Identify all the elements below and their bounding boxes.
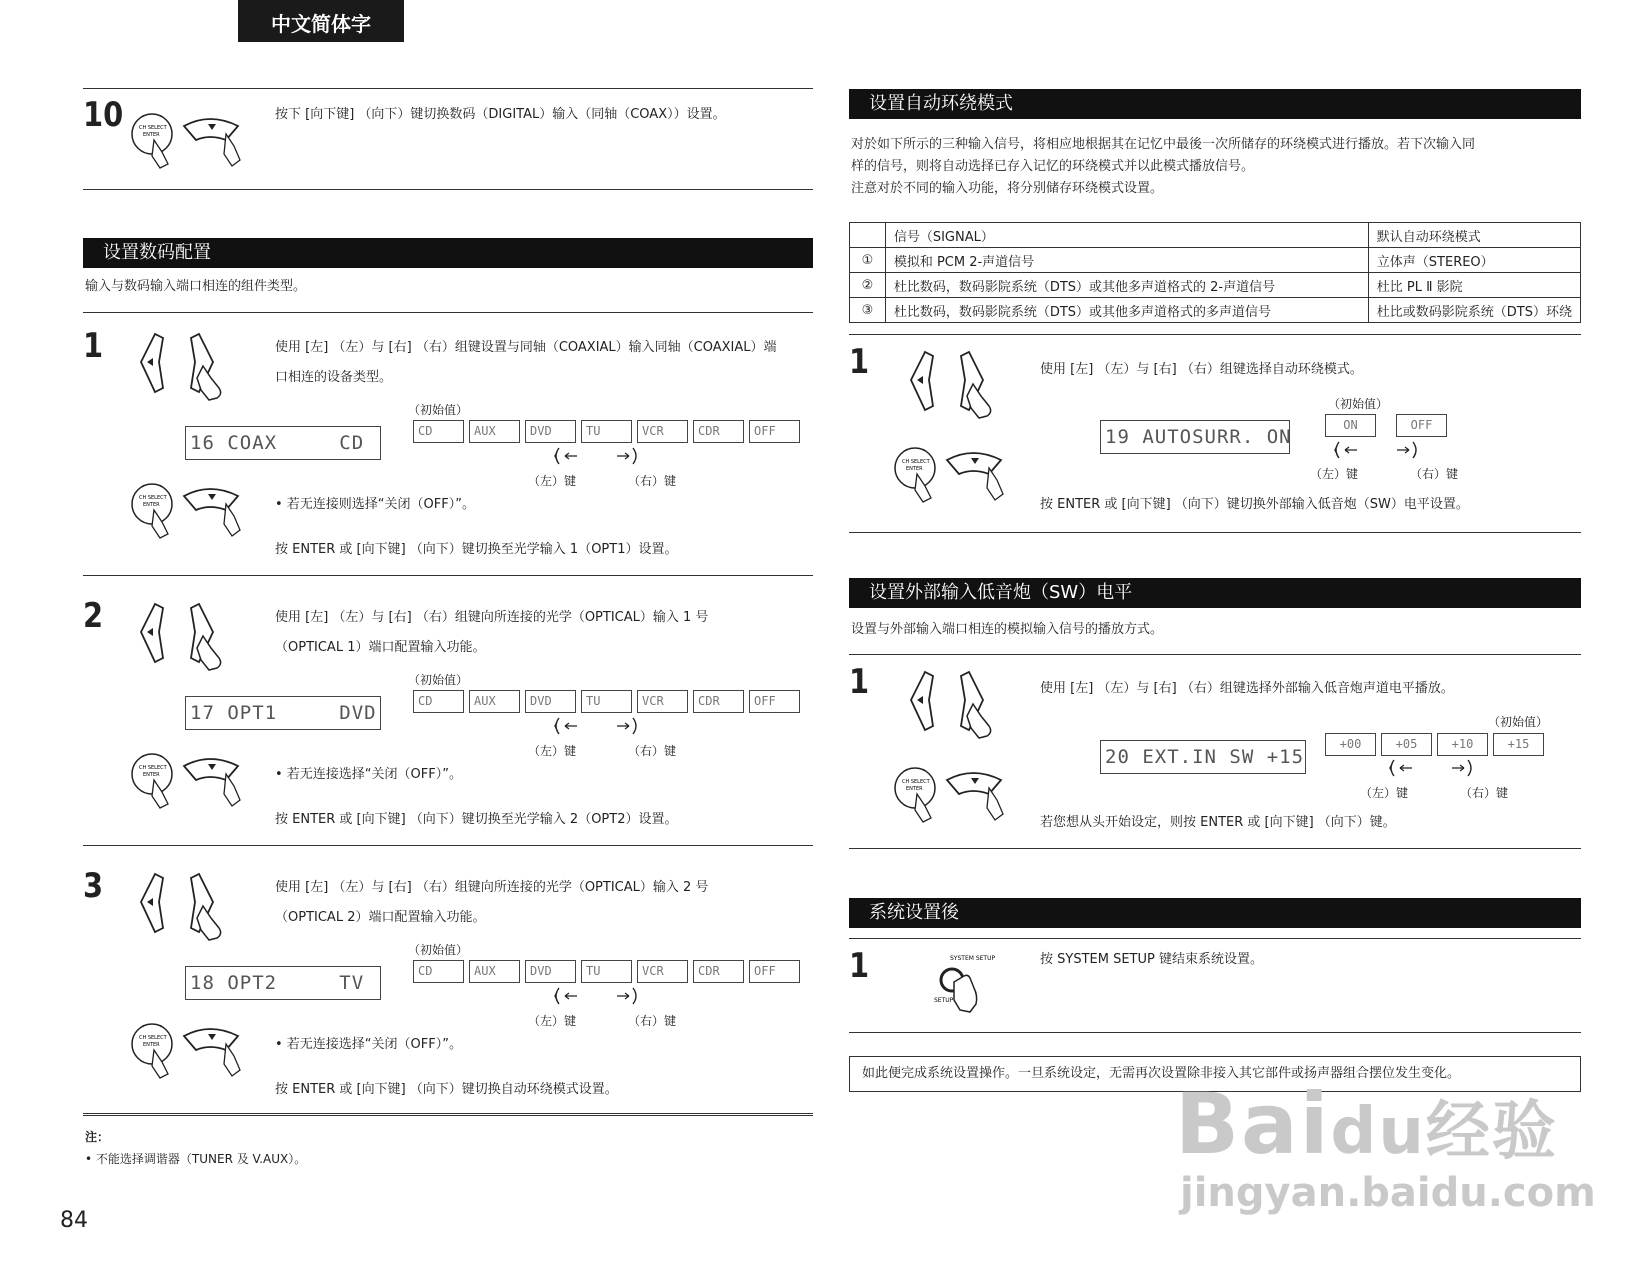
section-title-sw-level: 设置外部输入低音炮（SW）电平	[849, 578, 1581, 608]
down-button-icon	[947, 453, 1001, 474]
watermark-brand2: du	[1330, 1095, 1426, 1169]
step-number: 10	[83, 95, 124, 135]
divider	[849, 938, 1581, 939]
right-arrow-icon	[617, 723, 629, 729]
enter-and-down-icons	[893, 762, 1023, 826]
option-box: DVD	[525, 420, 576, 443]
enter-label-bottom: ENTER	[143, 502, 160, 508]
table-cell: 信号（SIGNAL）	[885, 223, 1368, 248]
enter-label-bottom: ENTER	[143, 772, 160, 778]
key-arrows	[553, 716, 663, 742]
left-arrow-icon	[1345, 447, 1357, 453]
right-arrow-icon	[617, 993, 629, 999]
left-right-icons	[135, 872, 235, 946]
down-button-icon	[184, 119, 238, 140]
option-box: AUX	[469, 690, 520, 713]
note-title: 注：	[85, 1130, 110, 1144]
right-key-icon	[633, 988, 636, 1004]
table-cell	[850, 223, 886, 248]
table-cell: ②	[850, 273, 886, 298]
lcd-display: 16 COAX CD	[185, 426, 381, 460]
section-title-auto-surround: 设置自动环绕模式	[849, 89, 1581, 119]
signal-table	[849, 222, 1581, 323]
step-number: 1	[849, 662, 870, 702]
step-line1: 使用 [左] （左）与 [右] （右）组键向所连接的光学（OPTICAL）输入 2 号	[275, 880, 709, 895]
system-setup-button-icon	[930, 952, 1000, 1024]
step-line1: 使用 [左] （左）与 [右] （右）组键设置与同轴（COAXIAL）输入同轴（COAXIAL）端	[275, 340, 777, 355]
table-cell: 模拟和 PCM 2-声道信号	[885, 248, 1368, 273]
step-line2: （OPTICAL 1）端口配置输入功能。	[275, 640, 486, 655]
divider	[83, 189, 813, 190]
finger-shape	[954, 975, 977, 1012]
hand-icon	[987, 788, 1003, 820]
final-note-box: 如此便完成系统设置操作。一旦系统设定，无需再次设置除非接入其它部件或扬声器组合摆位发生变化。	[849, 1056, 1581, 1092]
table-row	[850, 298, 1581, 323]
left-key-label: （左）键	[528, 474, 577, 488]
divider	[849, 1032, 1581, 1033]
option-box: TU	[581, 690, 632, 713]
watermark-url: jingyan.baidu.com	[1180, 1170, 1596, 1216]
hand-icon	[224, 774, 240, 806]
option-box: CDR	[693, 960, 744, 983]
enter-label-bottom: ENTER	[143, 1042, 160, 1048]
step-enter-text: 按 ENTER 或 [向下键] （向下）键切换至光学输入 2（OPT2）设置。	[275, 812, 678, 827]
lcd-display: 20 EXT.IN SW +15	[1100, 740, 1306, 774]
table-cell: 杜比或数码影院系统（DTS）环绕	[1368, 298, 1580, 323]
option-box: VCR	[637, 960, 688, 983]
enter-label-top: CH SELECT	[902, 779, 930, 785]
option-box: TU	[581, 420, 632, 443]
option-box: AUX	[469, 960, 520, 983]
step-enter-text: 按 ENTER 或 [向下键] （向下）键切换自动环绕模式设置。	[275, 1082, 618, 1097]
table-cell: 杜比 PL Ⅱ 影院	[1368, 273, 1580, 298]
table-row	[850, 248, 1581, 273]
desc-line: 注意对於不同的输入功能，将分别储存环绕模式设置。	[851, 181, 1164, 196]
left-key-icon	[1390, 760, 1394, 776]
step-number: 1	[849, 946, 870, 986]
table-cell: ①	[850, 248, 886, 273]
enter-label-top: CH SELECT	[139, 765, 167, 771]
option-box: +10	[1437, 733, 1488, 756]
left-arrow-icon	[565, 993, 577, 999]
right-key-icon	[1413, 442, 1416, 458]
divider	[849, 334, 1581, 335]
sw-desc: 设置与外部输入端口相连的模拟输入信号的播放方式。	[851, 622, 1164, 637]
enter-label-bottom: ENTER	[143, 132, 160, 138]
option-box: VCR	[637, 420, 688, 443]
section-title-digital: 设置数码配置	[83, 238, 813, 268]
sw-step-enter-text: 若您想从头开始设定，则按 ENTER 或 [向下键] （向下）键。	[1040, 815, 1396, 830]
down-button-icon	[184, 759, 238, 780]
initial-label: （初始值）	[408, 673, 469, 687]
step-line2: 口相连的设备类型。	[275, 370, 393, 385]
table-cell: 杜比数码，数码影院系统（DTS）或其他多声道格式的多声道信号	[885, 298, 1368, 323]
option-boxes	[1325, 733, 1544, 756]
hand-icon	[224, 1044, 240, 1076]
right-key-label: （右）键	[628, 474, 677, 488]
right-key-icon	[1468, 760, 1471, 776]
step-bullet: • 若无连接则选择“关闭（OFF）”。	[275, 497, 475, 512]
auto-step-enter-text: 按 ENTER 或 [向下键] （向下）键切换外部输入低音炮（SW）电平设置。	[1040, 497, 1469, 512]
left-key-label: （左）键	[1310, 467, 1359, 481]
right-key-label: （右）键	[1460, 786, 1509, 800]
option-box: AUX	[469, 420, 520, 443]
right-arrow-icon	[1452, 765, 1464, 771]
left-key-icon	[1335, 442, 1339, 458]
left-key-icon	[555, 718, 559, 734]
right-key-label: （右）键	[628, 744, 677, 758]
divider	[849, 848, 1581, 849]
step-enter-text: 按 ENTER 或 [向下键] （向下）键切换至光学输入 1（OPT1）设置。	[275, 542, 678, 557]
enter-and-down-icons	[130, 1018, 260, 1082]
hand-icon	[987, 468, 1003, 500]
right-key-icon	[633, 448, 636, 464]
enter-label-top: CH SELECT	[139, 495, 167, 501]
initial-label: （初始值）	[408, 943, 469, 957]
left-right-icons	[905, 350, 1005, 424]
initial-label: （初始值）	[408, 403, 469, 417]
divider	[83, 88, 813, 89]
key-arrows	[1388, 758, 1498, 784]
enter-label-bottom: ENTER	[906, 786, 923, 792]
down-button-icon	[184, 489, 238, 510]
hand-icon	[224, 504, 240, 536]
auto-step-text: 使用 [左] （左）与 [右] （右）组键选择自动环绕模式。	[1040, 362, 1363, 377]
sys-label-top: SYSTEM SETUP	[950, 955, 996, 962]
left-key-label: （左）键	[528, 744, 577, 758]
option-box: CD	[413, 690, 464, 713]
enter-label-bottom: ENTER	[906, 466, 923, 472]
option-boxes	[413, 690, 800, 713]
option-boxes	[1325, 414, 1447, 437]
option-boxes	[413, 960, 800, 983]
option-box: OFF	[749, 690, 800, 713]
option-box: ON	[1325, 414, 1376, 437]
divider	[83, 1113, 813, 1114]
left-arrow-icon	[565, 723, 577, 729]
option-boxes	[413, 420, 800, 443]
enter-and-down-icons	[130, 478, 260, 542]
option-box: CD	[413, 960, 464, 983]
step-bullet: • 若无连接选择“关闭（OFF）”。	[275, 767, 462, 782]
sys-step-text: 按 SYSTEM SETUP 键结束系统设置。	[1040, 952, 1263, 967]
key-arrows	[553, 986, 663, 1012]
desc-line: 对於如下所示的三种输入信号，将相应地根据其在记忆中最後一次所储存的环绕模式进行播放。若下次输入同	[851, 137, 1476, 152]
step-line2: （OPTICAL 2）端口配置输入功能。	[275, 910, 486, 925]
initial-label: （初始值）	[1488, 715, 1549, 729]
lcd-display: 18 OPT2 TV	[185, 966, 381, 1000]
step-number: 3	[83, 866, 104, 906]
right-key-icon	[633, 718, 636, 734]
right-key-label: （右）键	[628, 1014, 677, 1028]
note-text: • 不能选择调谐器（TUNER 及 V.AUX）。	[85, 1152, 307, 1166]
divider	[83, 1115, 813, 1116]
enter-and-down-icons	[130, 748, 260, 812]
option-box: CDR	[693, 420, 744, 443]
lcd-display: 17 OPT1 DVD	[185, 696, 381, 730]
table-cell: ③	[850, 298, 886, 323]
key-arrows	[553, 446, 663, 472]
left-arrow-icon	[1400, 765, 1412, 771]
option-box: TU	[581, 960, 632, 983]
step10-text: 按下 [向下键] （向下）键切换数码（DIGITAL）输入（同轴（COAX））设置。	[275, 107, 726, 122]
option-box: +15	[1493, 733, 1544, 756]
left-key-icon	[555, 988, 559, 1004]
option-box: CD	[413, 420, 464, 443]
left-key-icon	[555, 448, 559, 464]
down-button-icon	[184, 1029, 238, 1050]
watermark-cn: 经验	[1425, 1095, 1558, 1169]
left-key-label: （左）键	[528, 1014, 577, 1028]
option-box: +00	[1325, 733, 1376, 756]
divider	[83, 312, 813, 313]
step-number: 1	[849, 342, 870, 382]
option-box: OFF	[749, 420, 800, 443]
step-line1: 使用 [左] （左）与 [右] （右）组键向所连接的光学（OPTICAL）输入 1 号	[275, 610, 709, 625]
right-key-label: （右）键	[1410, 467, 1459, 481]
divider	[83, 575, 813, 576]
table-cell: 立体声（STEREO）	[1368, 248, 1580, 273]
initial-label: （初始值）	[1328, 397, 1389, 411]
table-cell: 默认自动环绕模式	[1368, 223, 1580, 248]
option-box: CDR	[693, 690, 744, 713]
left-key-label: （左）键	[1360, 786, 1409, 800]
enter-label-top: CH SELECT	[139, 1035, 167, 1041]
watermark-logo	[1175, 1075, 1558, 1173]
enter-and-down-icons	[130, 108, 260, 172]
hand-icon	[224, 134, 240, 166]
left-arrow-icon	[565, 453, 577, 459]
right-arrow-icon	[617, 453, 629, 459]
sw-step-text: 使用 [左] （左）与 [右] （右）组键选择外部输入低音炮声道电平播放。	[1040, 681, 1454, 696]
right-arrow-icon	[1397, 447, 1409, 453]
watermark-brand: Bai	[1175, 1075, 1331, 1173]
option-box: OFF	[749, 960, 800, 983]
option-box: +05	[1381, 733, 1432, 756]
auto-surround-desc	[851, 134, 1475, 200]
enter-label-top: CH SELECT	[139, 125, 167, 131]
enter-label-top: CH SELECT	[902, 459, 930, 465]
sys-label-bottom: SETUP	[934, 997, 954, 1004]
left-right-icons	[135, 602, 235, 676]
divider	[849, 532, 1581, 533]
option-box: OFF	[1396, 414, 1447, 437]
option-box: DVD	[525, 690, 576, 713]
section-desc: 输入与数码输入端口相连的组件类型。	[85, 279, 307, 294]
lcd-display: 19 AUTOSURR. ON	[1100, 420, 1290, 454]
table-cell: 杜比数码，数码影院系统（DTS）或其他多声道格式的 2-声道信号	[885, 273, 1368, 298]
language-tab: 中文简体字	[238, 0, 404, 42]
step-number: 2	[83, 596, 104, 636]
divider	[83, 845, 813, 846]
desc-line: 样的信号，则将自动选择已存入记忆的环绕模式并以此模式播放信号。	[851, 159, 1255, 174]
down-button-icon	[947, 773, 1001, 794]
key-arrows	[1333, 440, 1443, 466]
option-box: VCR	[637, 690, 688, 713]
table-row	[850, 273, 1581, 298]
section-title-system-setup: 系统设置後	[849, 898, 1581, 928]
left-right-icons	[135, 332, 235, 406]
enter-and-down-icons	[893, 442, 1023, 506]
table-header-row	[850, 223, 1581, 248]
step-number: 1	[83, 326, 104, 366]
left-right-icons	[905, 670, 1005, 744]
option-box: DVD	[525, 960, 576, 983]
divider	[849, 654, 1581, 655]
page-number: 84	[60, 1208, 88, 1233]
step-bullet: • 若无连接选择“关闭（OFF）”。	[275, 1037, 462, 1052]
